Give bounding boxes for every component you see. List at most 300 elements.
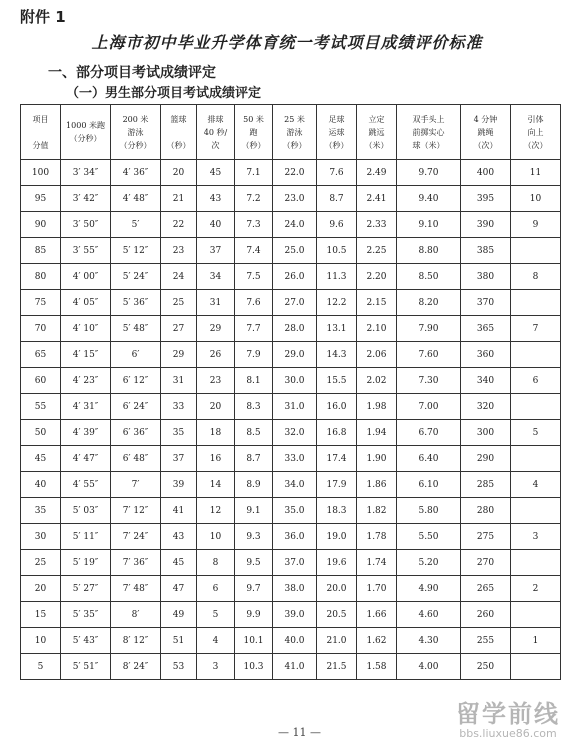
column-header-line: 50 米 [243,114,264,124]
table-cell: 7.90 [397,316,461,342]
table-cell: 280 [461,498,511,524]
table-cell: 7.30 [397,368,461,394]
table-cell: 2.10 [357,316,397,342]
table-cell: 7.2 [235,186,273,212]
score-cell: 45 [21,446,61,472]
table-cell: 7.7 [235,316,273,342]
table-cell: 43 [161,524,197,550]
column-header-line: 游泳 [127,127,144,137]
column-header-line: 跳远 [368,127,385,137]
table-cell: 2.25 [357,238,397,264]
column-header-line: （米） [364,140,389,150]
table-cell: 5′ 51″ [61,654,111,680]
table-header-row [21,105,561,160]
column-header-line: 双手头上 [412,114,445,124]
table-cell: 12.2 [317,290,357,316]
table-cell: 5′ 36″ [111,290,161,316]
column-header-line: 4 分钟 [473,114,498,124]
table-cell: 16.8 [317,420,357,446]
table-cell: 4.60 [397,602,461,628]
table-cell: 275 [461,524,511,550]
table-cell: 4′ 55″ [61,472,111,498]
table-cell: 5′ 12″ [111,238,161,264]
table-cell: 39 [161,472,197,498]
table-cell: 26 [197,342,235,368]
score-standard-table [20,104,561,680]
attachment-label: 附件 1 [20,8,66,26]
column-header-line: 球（米） [412,140,445,150]
score-cell: 55 [21,394,61,420]
table-cell: 49 [161,602,197,628]
table-cell: 41.0 [273,654,317,680]
table-cell: 1.66 [357,602,397,628]
column-header-line: （分秒） [119,140,152,150]
score-cell: 80 [21,264,61,290]
column-header-line: 前掷实心 [412,127,445,137]
table-row [21,446,561,472]
table-cell: 260 [461,602,511,628]
column-header-line: 次 [211,140,220,150]
table-cell: 1.70 [357,576,397,602]
table-body [21,160,561,680]
column-header-line: （秒） [324,140,349,150]
table-cell: 2.20 [357,264,397,290]
table-cell: 340 [461,368,511,394]
table-cell: 8.9 [235,472,273,498]
column-header-line [21,126,60,139]
table-row [21,550,561,576]
table-cell: 5 [511,420,561,446]
table-cell: 29 [161,342,197,368]
table-cell: 17.4 [317,446,357,472]
table-cell: 41 [161,498,197,524]
table-cell: 320 [461,394,511,420]
table-cell: 7′ 12″ [111,498,161,524]
column-header-line: （次） [473,140,498,150]
table-cell: 23 [197,368,235,394]
table-cell: 31 [197,290,235,316]
table-cell: 1.90 [357,446,397,472]
table-cell: 8′ 24″ [111,654,161,680]
table-cell: 11 [511,160,561,186]
table-cell: 9.40 [397,186,461,212]
column-header [357,105,397,160]
table-cell: 370 [461,290,511,316]
table-cell: 7.60 [397,342,461,368]
score-cell: 75 [21,290,61,316]
table-cell: 37 [197,238,235,264]
table-cell: 5.80 [397,498,461,524]
table-cell: 1 [511,628,561,654]
table-cell [511,238,561,264]
table-cell: 1.74 [357,550,397,576]
table-cell: 4′ 39″ [61,420,111,446]
table-cell: 10.1 [235,628,273,654]
table-cell: 4′ 48″ [111,186,161,212]
table-cell: 16 [197,446,235,472]
column-header-line: 引体 [527,114,544,124]
table-cell: 8.1 [235,368,273,394]
column-header-line: 排球 [207,114,224,124]
table-cell: 23 [161,238,197,264]
table-cell: 8.7 [317,186,357,212]
column-header-line: 200 米 [122,114,149,124]
page-number: — 11 — [278,726,321,739]
table-cell: 27.0 [273,290,317,316]
table-cell: 8.80 [397,238,461,264]
table-cell: 5′ 27″ [61,576,111,602]
table-cell: 4.90 [397,576,461,602]
table-cell: 7′ 36″ [111,550,161,576]
table-cell: 15.5 [317,368,357,394]
table-cell: 365 [461,316,511,342]
table-cell: 31 [161,368,197,394]
table-cell: 10.3 [235,654,273,680]
table-cell: 265 [461,576,511,602]
table-cell: 29 [197,316,235,342]
table-cell: 360 [461,342,511,368]
table-row [21,316,561,342]
table-cell: 8.3 [235,394,273,420]
column-header [461,105,511,160]
table-row [21,576,561,602]
table-cell: 10 [511,186,561,212]
table-cell: 5′ [111,212,161,238]
table-cell [511,394,561,420]
table-cell: 1.82 [357,498,397,524]
column-header-line: 1000 米跑 [66,121,105,130]
table-cell: 9.10 [397,212,461,238]
table-cell: 8 [197,550,235,576]
table-cell [511,342,561,368]
score-cell: 95 [21,186,61,212]
table-cell: 285 [461,472,511,498]
table-cell: 4′ 23″ [61,368,111,394]
score-cell: 25 [21,550,61,576]
section-heading: 一、部分项目考试成绩评定 [48,65,216,81]
column-header-line: （秒） [241,140,266,150]
table-cell: 19.0 [317,524,357,550]
table-cell: 5.50 [397,524,461,550]
table-cell: 51 [161,628,197,654]
score-cell: 100 [21,160,61,186]
table-cell: 5′ 11″ [61,524,111,550]
table-cell: 4 [197,628,235,654]
table-cell [511,498,561,524]
table-cell: 8 [511,264,561,290]
table-cell: 7′ 48″ [111,576,161,602]
table-cell [511,550,561,576]
table-cell: 40.0 [273,628,317,654]
column-header [111,105,161,160]
table-cell: 24 [161,264,197,290]
table-cell: 2.06 [357,342,397,368]
watermark-logo-text: 留学前线 [456,700,560,728]
watermark-url: bbs.liuxue86.com [459,727,557,740]
table-cell: 7.9 [235,342,273,368]
table-cell: 300 [461,420,511,446]
table-cell: 28.0 [273,316,317,342]
table-cell: 35.0 [273,498,317,524]
table-cell: 7.3 [235,212,273,238]
table-cell: 3 [197,654,235,680]
table-cell: 7.6 [317,160,357,186]
table-cell: 8.7 [235,446,273,472]
table-cell: 14 [197,472,235,498]
table-cell: 32.0 [273,420,317,446]
table-cell: 34 [197,264,235,290]
table-cell: 25 [161,290,197,316]
table-cell: 47 [161,576,197,602]
score-cell: 85 [21,238,61,264]
column-header [273,105,317,160]
table-cell: 10 [197,524,235,550]
table-cell: 5′ 43″ [61,628,111,654]
table-cell: 4′ 10″ [61,316,111,342]
score-cell: 90 [21,212,61,238]
table-cell: 8′ 12″ [111,628,161,654]
table-cell: 1.86 [357,472,397,498]
table-cell: 4.00 [397,654,461,680]
table-row [21,264,561,290]
table-cell: 7.1 [235,160,273,186]
table-cell: 4′ 15″ [61,342,111,368]
table-cell: 395 [461,186,511,212]
table-cell: 9.5 [235,550,273,576]
table-cell: 24.0 [273,212,317,238]
table-cell: 6′ [111,342,161,368]
table-row [21,602,561,628]
table-cell: 37 [161,446,197,472]
score-cell: 30 [21,524,61,550]
table-cell: 45 [161,550,197,576]
table-cell: 21.0 [317,628,357,654]
table-cell: 255 [461,628,511,654]
table-cell: 3′ 55″ [61,238,111,264]
table-cell: 5′ 48″ [111,316,161,342]
table-cell: 290 [461,446,511,472]
table-row [21,368,561,394]
table-cell: 40 [197,212,235,238]
table-cell: 9.9 [235,602,273,628]
table-cell: 270 [461,550,511,576]
table-cell: 3′ 42″ [61,186,111,212]
table-cell: 53 [161,654,197,680]
table-row [21,212,561,238]
table-cell: 43 [197,186,235,212]
table-cell: 20.5 [317,602,357,628]
table-row [21,394,561,420]
table-row [21,472,561,498]
table-cell [511,654,561,680]
table-row [21,524,561,550]
table-cell: 3′ 34″ [61,160,111,186]
table-cell: 6′ 24″ [111,394,161,420]
table-cell: 37.0 [273,550,317,576]
column-header-line: 40 秒/ [203,127,228,137]
table-cell: 380 [461,264,511,290]
table-cell: 6.10 [397,472,461,498]
table-cell: 4′ 00″ [61,264,111,290]
table-cell: 27 [161,316,197,342]
column-header-line: 跳绳 [477,127,494,137]
table-cell: 8.20 [397,290,461,316]
table-cell: 21 [161,186,197,212]
column-header [61,105,111,160]
score-cell: 60 [21,368,61,394]
table-cell: 9.70 [397,160,461,186]
table-cell: 390 [461,212,511,238]
column-header-line: 25 米 [284,114,305,124]
table-row [21,628,561,654]
table-cell: 3′ 50″ [61,212,111,238]
column-header [511,105,561,160]
table-cell: 22.0 [273,160,317,186]
table-cell: 38.0 [273,576,317,602]
table-cell: 7.4 [235,238,273,264]
table-cell: 21.5 [317,654,357,680]
table-cell: 2.02 [357,368,397,394]
table-cell: 5 [197,602,235,628]
score-cell: 70 [21,316,61,342]
table-row [21,186,561,212]
table-cell: 34.0 [273,472,317,498]
column-header-line: 分值 [32,140,49,150]
table-cell: 7.5 [235,264,273,290]
subsection-heading: （一）男生部分项目考试成绩评定 [66,86,262,101]
column-header-line: 项目 [32,114,49,124]
table-cell: 7 [511,316,561,342]
table-cell: 4 [511,472,561,498]
table-row [21,498,561,524]
table-cell: 6.40 [397,446,461,472]
table-cell: 11.3 [317,264,357,290]
table-cell: 33 [161,394,197,420]
table-cell: 2.49 [357,160,397,186]
table-cell: 20 [197,394,235,420]
column-header [197,105,235,160]
table-row [21,290,561,316]
table-cell: 4′ 05″ [61,290,111,316]
column-header-line: 向上 [527,127,544,137]
table-cell: 4.30 [397,628,461,654]
column-header [161,105,197,160]
table-cell: 8.5 [235,420,273,446]
table-cell: 5′ 03″ [61,498,111,524]
document-title: 上海市初中毕业升学体育统一考试项目成绩评价标准 [91,33,483,52]
column-header-line: 游泳 [286,127,303,137]
table-cell: 6 [197,576,235,602]
table-cell: 5′ 19″ [61,550,111,576]
column-header-line: （秒） [282,140,307,150]
table-cell: 13.1 [317,316,357,342]
table-cell: 23.0 [273,186,317,212]
table-cell: 6.70 [397,420,461,446]
table-cell: 1.94 [357,420,397,446]
table-cell: 26.0 [273,264,317,290]
table-cell: 18 [197,420,235,446]
table-cell: 4′ 31″ [61,394,111,420]
table-cell: 7′ 24″ [111,524,161,550]
table-cell: 6 [511,368,561,394]
table-cell: 10.5 [317,238,357,264]
table-cell: 9.7 [235,576,273,602]
column-header-line: 立定 [368,114,385,124]
table-cell: 35 [161,420,197,446]
column-header [397,105,461,160]
table-cell: 7.00 [397,394,461,420]
table-cell: 1.98 [357,394,397,420]
table-cell: 2.33 [357,212,397,238]
table-cell [511,290,561,316]
column-header [317,105,357,160]
table-cell: 7.6 [235,290,273,316]
column-header-line: （次） [523,140,548,150]
table-row [21,420,561,446]
table-row [21,238,561,264]
table-cell: 19.6 [317,550,357,576]
table-cell: 30.0 [273,368,317,394]
score-cell: 10 [21,628,61,654]
table-cell: 8′ [111,602,161,628]
table-cell [511,446,561,472]
table-cell: 2.15 [357,290,397,316]
column-header-line: （秒） [166,140,191,150]
score-cell: 5 [21,654,61,680]
table-cell: 4′ 47″ [61,446,111,472]
column-header-line: （分秒） [69,134,102,143]
table-cell: 36.0 [273,524,317,550]
table-cell: 6′ 36″ [111,420,161,446]
table-cell: 2 [511,576,561,602]
table-cell: 17.9 [317,472,357,498]
score-cell: 50 [21,420,61,446]
column-header [235,105,273,160]
table-cell: 7′ [111,472,161,498]
table-cell [511,602,561,628]
column-header-line [161,126,196,139]
score-cell: 15 [21,602,61,628]
table-cell: 18.3 [317,498,357,524]
table-cell: 12 [197,498,235,524]
table-cell: 16.0 [317,394,357,420]
table-cell: 33.0 [273,446,317,472]
table-cell: 5.20 [397,550,461,576]
table-row [21,654,561,680]
table-cell: 9.3 [235,524,273,550]
table-cell: 1.62 [357,628,397,654]
table-cell: 1.78 [357,524,397,550]
table-cell: 29.0 [273,342,317,368]
table-cell: 31.0 [273,394,317,420]
table-row [21,342,561,368]
table-cell: 20.0 [317,576,357,602]
table-cell: 2.41 [357,186,397,212]
table-cell: 4′ 36″ [111,160,161,186]
table-cell: 22 [161,212,197,238]
table-row [21,160,561,186]
column-header-line: 运球 [328,127,345,137]
table-cell: 6′ 48″ [111,446,161,472]
table-cell: 8.50 [397,264,461,290]
column-header-line: 跑 [249,127,258,137]
column-header-line: 足球 [328,114,345,124]
column-header [21,105,61,160]
score-cell: 40 [21,472,61,498]
score-cell: 65 [21,342,61,368]
table-cell: 45 [197,160,235,186]
table-cell: 25.0 [273,238,317,264]
